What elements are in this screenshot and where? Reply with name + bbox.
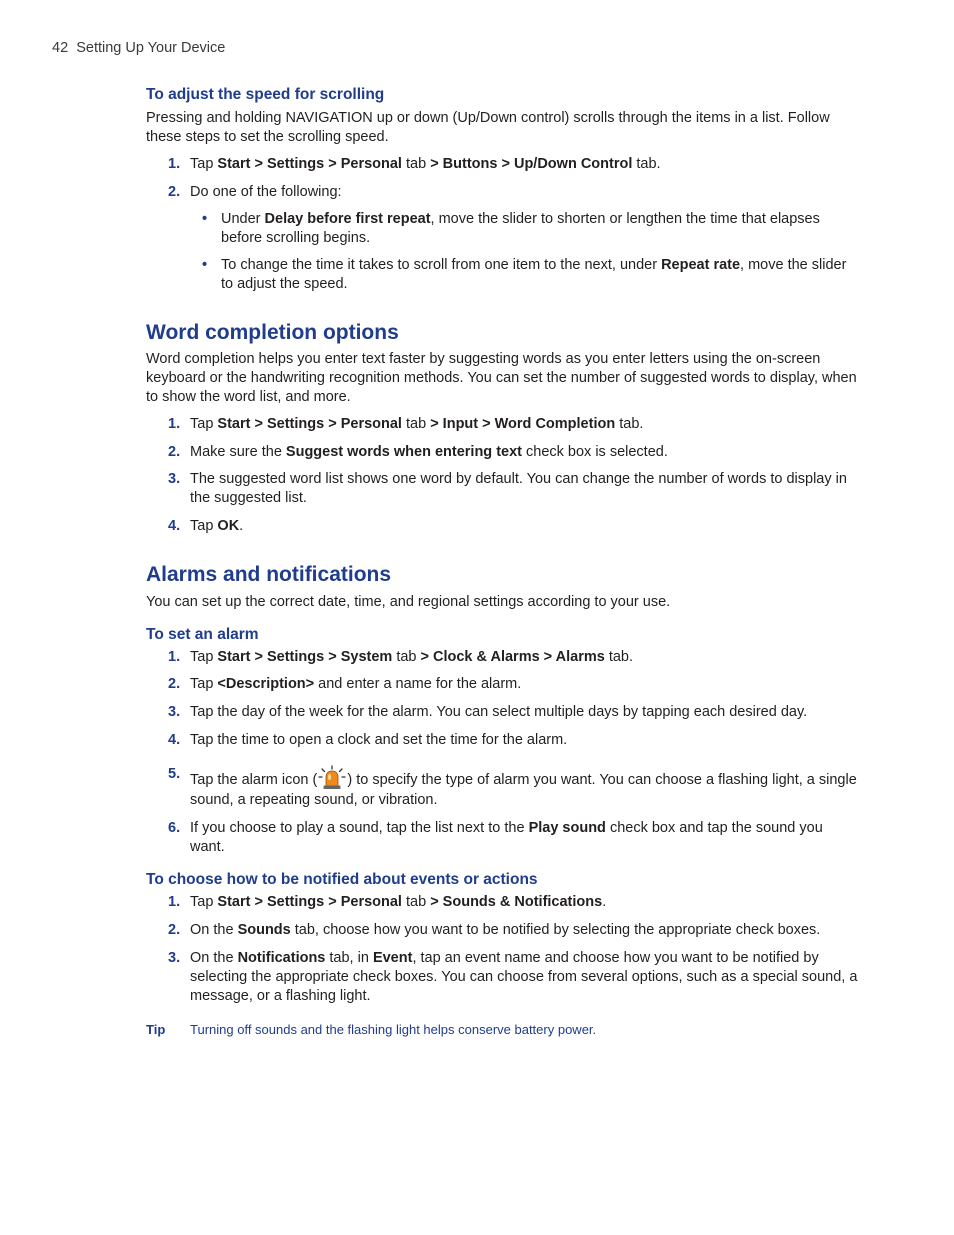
- list-item: 2. Make sure the Suggest words when entering text check box is selected.: [168, 444, 668, 460]
- word-intro: Word completion helps you enter text faster by suggesting words as you enter letters using the on-screen keyboard or the handwriting recognition methods. You can set the number of suggested words to display, when to show the word list, and more.: [146, 351, 857, 405]
- list-item: 1. Tap Start > Settings > Personal tab > Input > Word Completion tab.: [168, 416, 644, 432]
- list-item: 5. Tap the alarm icon ( ) to specify the type of alarm you want. You can choose a flashing light, a single sound, a repeating sound, or vibration.: [168, 766, 857, 808]
- alarm-steps: [146, 648, 858, 857]
- list-item: 1. Tap Start > Settings > Personal tab > Buttons > Up/Down Control tab.: [168, 156, 661, 172]
- notify-steps: [146, 893, 858, 1006]
- alarms-intro: You can set up the correct date, time, and regional settings according to your use.: [146, 594, 671, 610]
- list-item: 2. Tap <Description> and enter a name for the alarm.: [168, 676, 522, 692]
- page-content: [146, 85, 858, 1039]
- notify-heading: To choose how to be notified about events or actions: [146, 871, 538, 888]
- alarm-bell-icon: [317, 765, 347, 791]
- word-steps: [146, 415, 858, 536]
- page-number: 42: [52, 40, 69, 56]
- scrolling-intro: Pressing and holding NAVIGATION up or down (Up/Down control) scrolls through the items in a list. Follow these steps to set the scrolling speed.: [146, 110, 830, 145]
- list-item: 3. On the Notifications tab, in Event, tap an event name and choose how you want to be notified by selecting the appropriate check boxes. You can choose from several options, such as a special sound, a message, or a flashing light.: [168, 950, 858, 1004]
- tip-label: Tip: [146, 1022, 166, 1037]
- page-header: [52, 39, 225, 58]
- section-title-word-completion: Word completion options: [146, 321, 399, 344]
- set-alarm-heading: To set an alarm: [146, 626, 259, 643]
- scrolling-bullets: [146, 210, 858, 294]
- list-item: 1. Tap Start > Settings > System tab > Clock & Alarms > Alarms tab.: [168, 649, 634, 665]
- section-title-alarms: Alarms and notifications: [146, 563, 392, 586]
- list-item: • To change the time it takes to scroll from one item to the next, under Repeat rate, move the slider to adjust the speed.: [202, 257, 847, 292]
- tip-note: [146, 1020, 858, 1039]
- tip-text: Turning off sounds and the flashing light helps conserve battery power.: [190, 1022, 597, 1037]
- list-item: 3. Tap the day of the week for the alarm. You can select multiple days by tapping each desired day.: [168, 704, 808, 720]
- list-item: 2. Do one of the following:: [168, 184, 342, 200]
- scrolling-steps: [146, 155, 858, 202]
- scrolling-heading: To adjust the speed for scrolling: [146, 86, 385, 103]
- list-item: 6. If you choose to play a sound, tap the list next to the Play sound check box and tap the sound you want.: [168, 820, 823, 855]
- list-item: • Under Delay before first repeat, move the slider to shorten or lengthen the time that elapses before scrolling begins.: [202, 211, 820, 246]
- list-item: 4. Tap the time to open a clock and set the time for the alarm.: [168, 732, 568, 748]
- list-item: 2. On the Sounds tab, choose how you want to be notified by selecting the appropriate check boxes.: [168, 922, 821, 938]
- list-item: 3. The suggested word list shows one word by default. You can change the number of words to display in the suggested list.: [168, 471, 847, 506]
- chapter-title: Setting Up Your Device: [76, 40, 226, 56]
- list-item: 4. Tap OK.: [168, 518, 244, 534]
- list-item: 1. Tap Start > Settings > Personal tab > Sounds & Notifications.: [168, 894, 607, 910]
